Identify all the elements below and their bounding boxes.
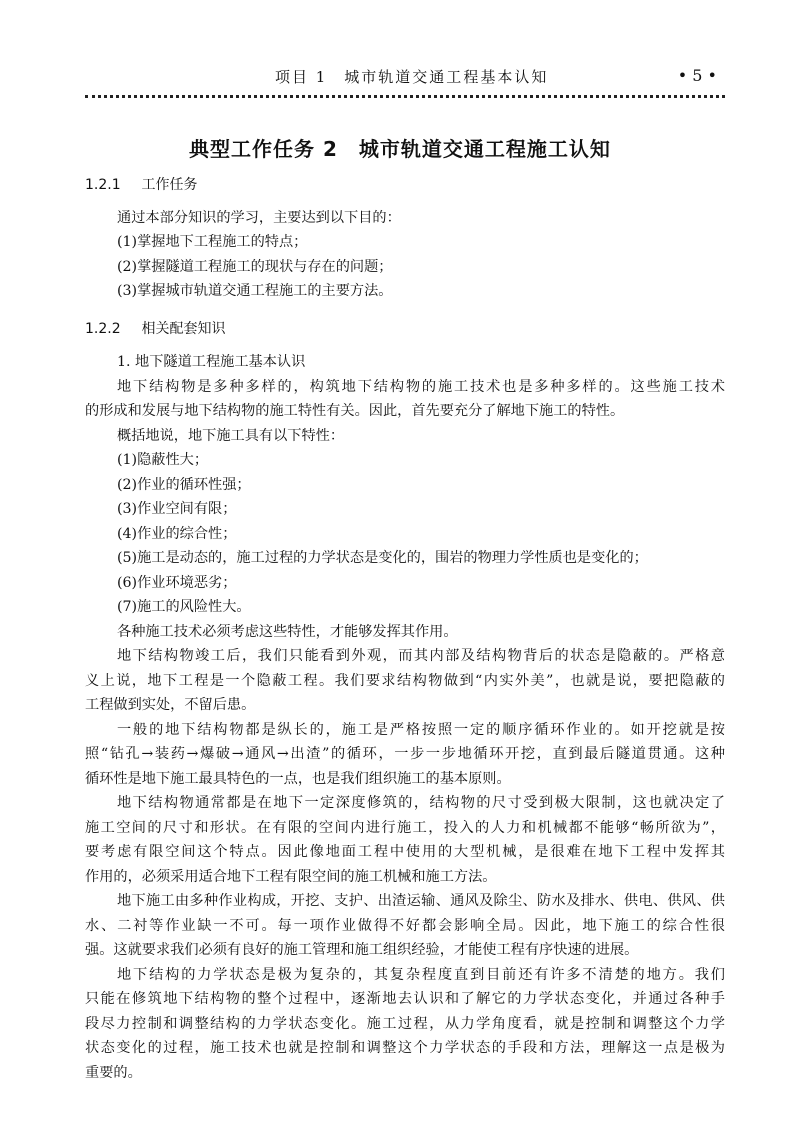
section-title: 工作任务: [141, 177, 198, 193]
text-line: 要考虑有限空间这个特点。因此像地面工程中使用的大型机械，是很难在地下工程中发挥其: [85, 844, 725, 860]
text-line: 地下结构的力学状态是极为复杂的，其复杂程度直到目前还有许多不清楚的地方。我们: [117, 967, 725, 983]
text-line: 通过本部分知识的学习，主要达到以下目的：: [117, 210, 401, 226]
text-line: 水、二衬等作业缺一不可。每一项作业做得不好都会影响全局。因此，地下施工的综合性很: [85, 918, 725, 934]
section-number: 1.2.2: [85, 321, 121, 337]
text-line: 地下结构物通常都是在地下一定深度修筑的，结构物的尺寸受到极大限制，这也就决定了: [117, 795, 725, 811]
text-line: 的形成和发展与地下结构物的施工特性有关。因此，首先要充分了解地下施工的特性。: [85, 403, 625, 419]
list-item: (4)作业的综合性；: [117, 526, 237, 542]
text-line: (1)掌握地下工程施工的特点；: [117, 234, 308, 250]
text-line: (3)掌握城市轨道交通工程施工的主要方法。: [117, 283, 393, 299]
subsection-heading: 1. 地下隧道工程施工基本认识: [117, 354, 306, 370]
text-line: 义上说，地下工程是一个隐蔽工程。我们要求结构物做到“内实外美”，也就是说，要把隐蔽的: [85, 673, 725, 689]
text-line: 照“钻孔→装药→爆破→通风→出渣”的循环，一步一步地循环开挖，直到最后隧道贯通。这种: [85, 746, 725, 762]
section-title: 相关配套知识: [141, 321, 226, 337]
page-number: • 5 •: [677, 66, 717, 85]
text-line: 段尽力控制和调整结构的力学状态变化。施工过程，从力学角度看，就是控制和调整这个力学: [85, 1016, 725, 1032]
page-title: 典型工作任务 2 城市轨道交通工程施工认知: [189, 137, 611, 161]
list-item: (7)施工的风险性大。: [117, 599, 251, 615]
text-line: 重要的。: [85, 1065, 142, 1081]
text-line: 施工空间的尺寸和形状。在有限的空间内进行施工，投入的人力和机械都不能够“畅所欲为”，: [85, 820, 725, 836]
text-line: 状态变化的过程，施工技术也就是控制和调整这个力学状态的手段和方法，理解这一点是极为: [85, 1040, 725, 1056]
list-item: (5)施工是动态的，施工过程的力学状态是变化的，围岩的物理力学性质也是变化的；: [117, 550, 648, 566]
text-line: 地下结构物竣工后，我们只能看到外观，而其内部及结构物背后的状态是隐蔽的。严格意: [117, 648, 725, 664]
text-line: 循环性是地下施工最具特色的一点，也是我们组织施工的基本原则。: [85, 771, 511, 787]
section-heading-1-2-1: [85, 174, 197, 194]
text-line: 各种施工技术必须考虑这些特性，才能够发挥其作用。: [117, 624, 458, 640]
list-item: (3)作业空间有限；: [117, 501, 237, 517]
list-item: (2)作业的循环性强；: [117, 477, 251, 493]
text-line: 地下结构物是多种多样的，构筑地下结构物的施工技术也是多种多样的。这些施工技术: [117, 379, 725, 395]
list-item: (6)作业环境恶劣；: [117, 575, 237, 591]
running-title: 项目 1 城市轨道交通工程基本认知: [275, 68, 549, 86]
text-line: 只能在修筑地下结构物的整个过程中，逐渐地去认识和了解它的力学状态变化，并通过各种手: [85, 991, 725, 1007]
text-line: 作用的，必须采用适合地下工程有限空间的施工机械和施工方法。: [85, 869, 497, 885]
running-header: [85, 66, 725, 90]
text-line: 工程做到实处，不留后患。: [85, 697, 256, 713]
section-heading-1-2-2: [85, 318, 225, 338]
text-line: (2)掌握隧道工程施工的现状与存在的问题；: [117, 259, 393, 275]
text-line: 强。这就要求我们必须有良好的施工管理和施工组织经验，才能使工程有序快速的进展。: [85, 942, 639, 958]
header-dotted-rule: [85, 95, 725, 98]
list-item: (1)隐蔽性大；: [117, 452, 209, 468]
text-line: 地下施工由多种作业构成，开挖、支护、出渣运输、通风及除尘、防水及排水、供电、供风、供: [117, 893, 725, 909]
section-number: 1.2.1: [85, 177, 121, 193]
text-line: 一般的地下结构物都是纵长的，施工是严格按照一定的顺序循环作业的。如开挖就是按: [117, 722, 725, 738]
text-line: 概括地说，地下施工具有以下特性：: [117, 428, 345, 444]
